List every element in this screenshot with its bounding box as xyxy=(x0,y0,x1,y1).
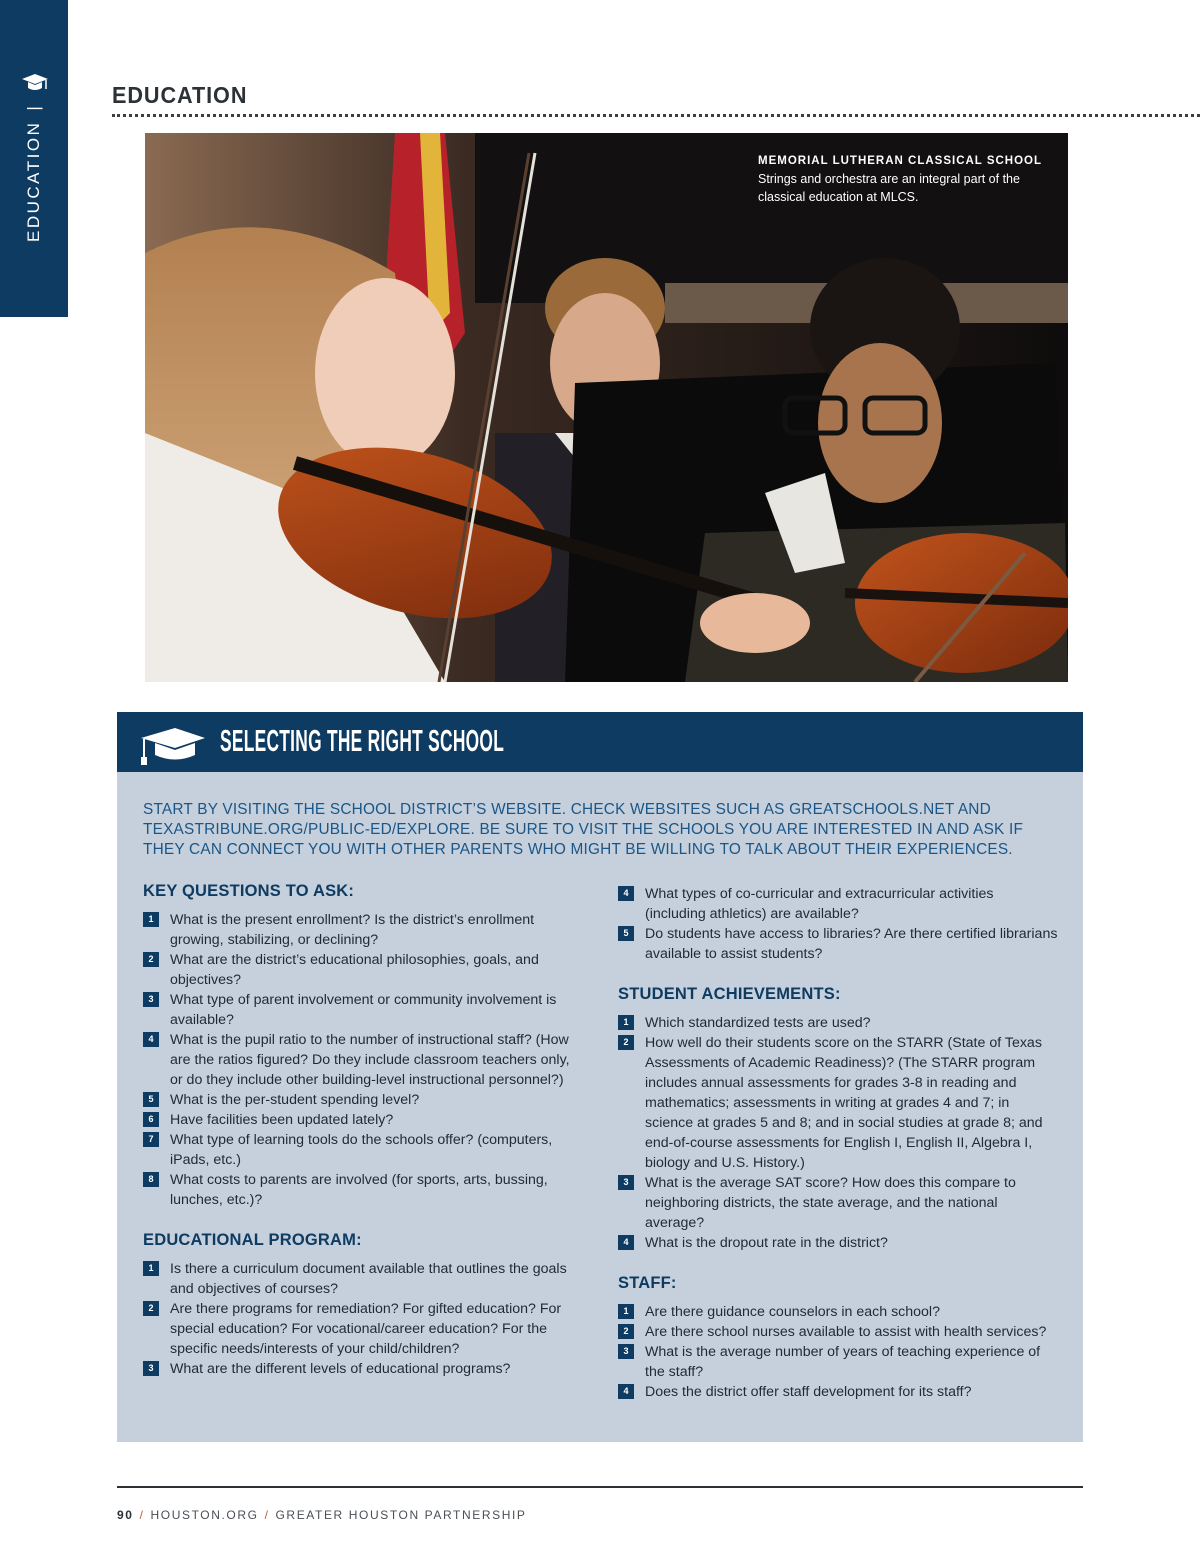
title-divider xyxy=(112,114,1200,117)
number-badge: 2 xyxy=(143,952,159,967)
footer-site-link[interactable]: HOUSTON.ORG xyxy=(150,1508,259,1522)
list-item xyxy=(618,1013,1058,1033)
list-item xyxy=(143,910,583,950)
number-badge: 1 xyxy=(143,912,159,927)
graduation-cap-icon xyxy=(20,72,50,94)
list-item xyxy=(618,1033,1058,1173)
question-text: Are there programs for remediation? For gifted education? For special education? For vocational/career education? For the specific needs/interests of your child/children? xyxy=(170,1301,562,1357)
student-achievements-heading: STUDENT ACHIEVEMENTS: xyxy=(618,985,841,1003)
number-badge: 2 xyxy=(618,1035,634,1050)
footer-separator: / xyxy=(139,1508,145,1522)
student-achievements-list xyxy=(618,1013,1058,1253)
sidebar-divider: | xyxy=(24,103,43,111)
staff-list xyxy=(618,1302,1058,1402)
page-footer xyxy=(117,1508,527,1522)
educational-program-heading: EDUCATIONAL PROGRAM: xyxy=(143,1231,362,1249)
list-item xyxy=(618,1382,1058,1402)
question-text: What are the different levels of educational programs? xyxy=(170,1361,511,1377)
caption-title: MEMORIAL LUTHERAN CLASSICAL SCHOOL xyxy=(758,155,1043,167)
sidebar-label xyxy=(24,104,44,242)
number-badge: 2 xyxy=(143,1301,159,1316)
question-text: What costs to parents are involved (for sports, arts, bussing, lunches, etc.)? xyxy=(170,1172,548,1208)
list-item xyxy=(143,1170,583,1210)
footer-org: GREATER HOUSTON PARTNERSHIP xyxy=(275,1508,527,1522)
question-text: What is the average number of years of teaching experience of the staff? xyxy=(645,1344,1041,1380)
number-badge: 6 xyxy=(143,1112,159,1127)
list-item xyxy=(618,1322,1058,1342)
sidebar-tab xyxy=(0,0,68,317)
key-questions-list xyxy=(143,910,583,1210)
photo-caption xyxy=(758,152,1048,206)
number-badge: 4 xyxy=(618,886,634,901)
number-badge: 1 xyxy=(618,1015,634,1030)
number-badge: 4 xyxy=(618,1384,634,1399)
question-text: What is the per-student spending level? xyxy=(170,1092,420,1108)
question-text: What types of co-curricular and extracurricular activities (including athletics) are available? xyxy=(645,886,994,922)
question-text: Which standardized tests are used? xyxy=(645,1015,871,1031)
question-text: What are the district’s educational philosophies, goals, and objectives? xyxy=(170,952,539,988)
number-badge: 3 xyxy=(143,992,159,1007)
number-badge: 7 xyxy=(143,1132,159,1147)
page-number: 90 xyxy=(117,1508,134,1522)
list-item xyxy=(618,884,1058,924)
list-item xyxy=(143,1090,583,1110)
left-column xyxy=(143,882,583,1379)
right-column xyxy=(618,882,1058,1402)
graduation-cap-icon xyxy=(139,726,205,766)
question-text: What type of learning tools do the schools offer? (computers, iPads, etc.) xyxy=(170,1132,553,1168)
number-badge: 5 xyxy=(143,1092,159,1107)
question-text: Are there school nurses available to assist with health services? xyxy=(645,1324,1047,1340)
list-item xyxy=(143,950,583,990)
list-item xyxy=(143,1359,583,1379)
key-questions-heading: KEY QUESTIONS TO ASK: xyxy=(143,882,355,900)
number-badge: 3 xyxy=(618,1175,634,1190)
panel-intro: START BY VISITING THE SCHOOL DISTRICT’S WEBSITE. CHECK WEBSITES SUCH AS GREATSCHOOLS.NET AND TEXASTRIBUNE.ORG/PUBLIC-ED/EXPLORE. BE SURE TO VISIT THE SCHOOLS YOU ARE INTERESTED IN AND ASK IF THEY CAN CONNECT YOU WITH OTHER PARENTS WHO MIGHT BE WILLING TO TALK ABOUT THEIR EXPERIENCES. xyxy=(143,801,1024,858)
panel-title: SELECTING THE RIGHT SCHOOL xyxy=(220,723,505,758)
sidebar-label-text: EDUCATION xyxy=(24,120,43,242)
list-item xyxy=(143,1110,583,1130)
question-text: Do students have access to libraries? Are there certified librarians available to assist students? xyxy=(645,926,1058,962)
page-title: EDUCATION xyxy=(112,82,248,108)
list-item xyxy=(143,1030,583,1090)
list-item xyxy=(618,1342,1058,1382)
hero-photo xyxy=(145,133,1068,682)
number-badge: 8 xyxy=(143,1172,159,1187)
list-item xyxy=(618,924,1058,964)
number-badge: 5 xyxy=(618,926,634,941)
list-item xyxy=(143,1130,583,1170)
question-text: Have facilities been updated lately? xyxy=(170,1112,394,1128)
footer-separator: / xyxy=(264,1508,270,1522)
selecting-school-panel xyxy=(117,712,1083,1442)
question-text: How well do their students score on the STARR (State of Texas Assessments of Academic Readiness)? (The STARR program includes annual assessments for grades 3-8 in reading and mathematics; assessments in writing at grades 4 and 7; in science at grades 5 and 8; and in social studies at grade 8; and end-of-course assessments for English I, English II, Algebra I, biology and U.S. History.) xyxy=(645,1035,1043,1171)
question-text: Is there a curriculum document available that outlines the goals and objectives of courses? xyxy=(170,1261,567,1297)
staff-heading: STAFF: xyxy=(618,1274,677,1292)
number-badge: 1 xyxy=(618,1304,634,1319)
question-text: What is the dropout rate in the district? xyxy=(645,1235,888,1251)
list-item xyxy=(618,1173,1058,1233)
list-item xyxy=(618,1233,1058,1253)
number-badge: 3 xyxy=(143,1361,159,1376)
caption-text: Strings and orchestra are an integral part of the classical education at MLCS. xyxy=(758,172,1020,204)
question-text: What is the present enrollment? Is the district’s enrollment growing, stabilizing, or declining? xyxy=(170,912,535,948)
number-badge: 4 xyxy=(143,1032,159,1047)
question-text: What is the pupil ratio to the number of instructional staff? (How are the ratios figured? Do they include classroom teachers only, or do they include other building-level instructional personnel?) xyxy=(170,1032,570,1088)
number-badge: 1 xyxy=(143,1261,159,1276)
key-questions-continued-list xyxy=(618,884,1058,964)
educational-program-list xyxy=(143,1259,583,1379)
list-item xyxy=(618,1302,1058,1322)
number-badge: 2 xyxy=(618,1324,634,1339)
panel-header xyxy=(117,712,1083,772)
number-badge: 3 xyxy=(618,1344,634,1359)
footer-divider xyxy=(117,1486,1083,1488)
question-text: What is the average SAT score? How does this compare to neighboring districts, the state average, and the national average? xyxy=(645,1175,1016,1231)
list-item xyxy=(143,1299,583,1359)
list-item xyxy=(143,990,583,1030)
question-text: What type of parent involvement or community involvement is available? xyxy=(170,992,557,1028)
list-item xyxy=(143,1259,583,1299)
question-text: Are there guidance counselors in each school? xyxy=(645,1304,940,1320)
question-text: Does the district offer staff development for its staff? xyxy=(645,1384,972,1400)
orchestra-illustration xyxy=(145,133,1068,682)
number-badge: 4 xyxy=(618,1235,634,1250)
